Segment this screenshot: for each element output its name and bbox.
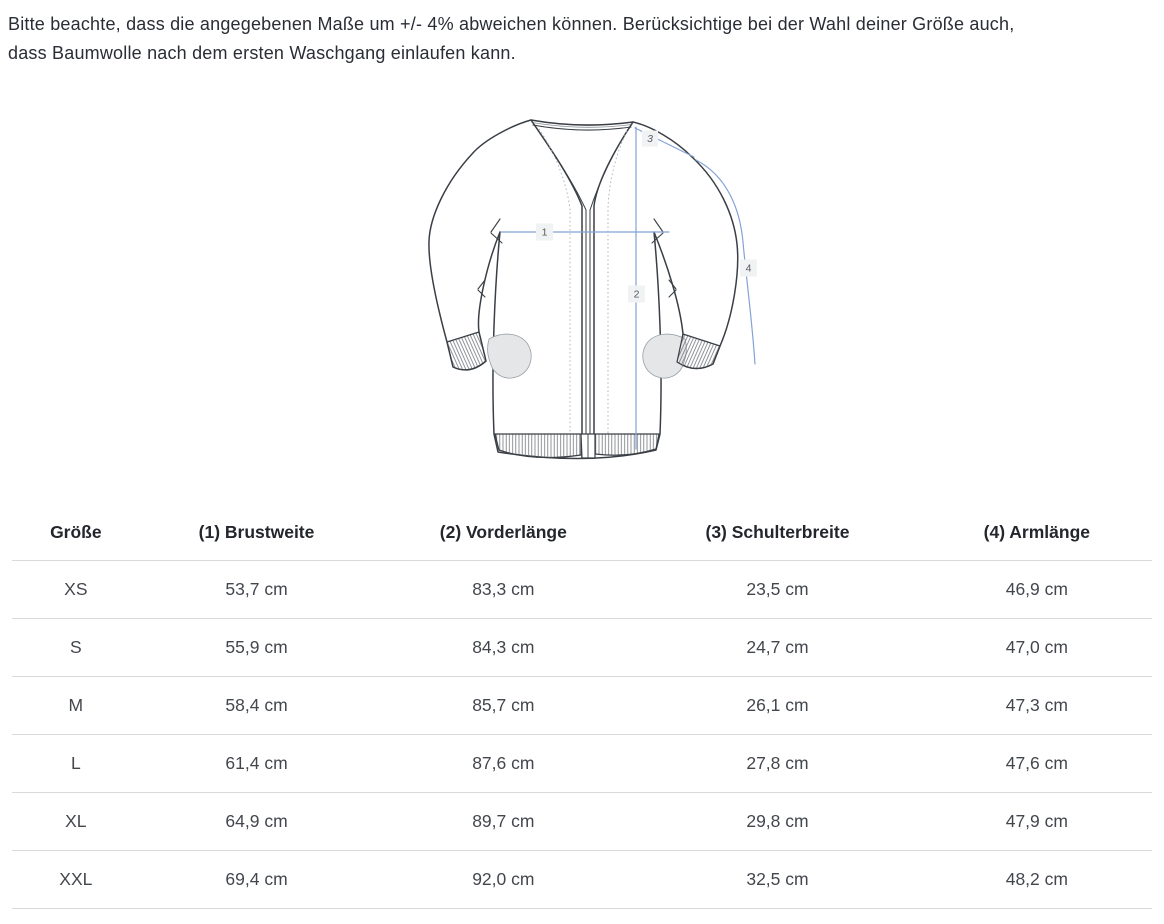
size-cell: S <box>69 637 82 657</box>
value-cell: 92,0 cm <box>472 869 535 889</box>
garment-outline <box>429 120 738 459</box>
value-cell: 84,3 cm <box>472 637 535 657</box>
value-cell: 69,4 cm <box>225 869 288 889</box>
value-cell: 46,9 cm <box>1005 579 1068 599</box>
table-header-row <box>12 510 1152 561</box>
size-note <box>8 10 1156 68</box>
column-header-schulterbreite: (3) Schulterbreite <box>705 522 850 542</box>
table-row <box>12 851 1152 909</box>
garment-diagram <box>415 104 775 476</box>
value-cell: 58,4 cm <box>225 695 288 715</box>
size-table <box>12 510 1152 909</box>
column-header-vorderlaenge: (2) Vorderlänge <box>439 522 567 542</box>
value-cell: 85,7 cm <box>472 695 535 715</box>
size-note-line-2: dass Baumwolle nach dem ersten Waschgang einlaufen kann. <box>8 43 516 63</box>
value-cell: 32,5 cm <box>746 869 809 889</box>
cardigan-silhouette <box>429 120 738 459</box>
size-cell: L <box>70 753 81 773</box>
value-cell: 47,0 cm <box>1005 637 1068 657</box>
table-row <box>12 677 1152 735</box>
column-header-armlaenge: (4) Armlänge <box>983 522 1090 542</box>
value-cell: 47,3 cm <box>1005 695 1068 715</box>
value-cell: 53,7 cm <box>225 579 288 599</box>
marker-label-4: 4 <box>745 262 752 275</box>
value-cell: 64,9 cm <box>225 811 288 831</box>
value-cell: 29,8 cm <box>746 811 809 831</box>
table-row <box>12 561 1152 619</box>
value-cell: 47,9 cm <box>1005 811 1068 831</box>
column-header-brustweite: (1) Brustweite <box>198 522 315 542</box>
size-note-line-1: Bitte beachte, dass die angegebenen Maße um +/- 4% abweichen können. Berücksichtige bei der Wahl deiner Größe auch, <box>8 14 1015 34</box>
size-cell: XS <box>64 579 88 599</box>
value-cell: 55,9 cm <box>225 637 288 657</box>
value-cell: 27,8 cm <box>746 753 809 773</box>
column-header-groesse: Größe <box>50 522 102 542</box>
value-cell: 24,7 cm <box>746 637 809 657</box>
value-cell: 26,1 cm <box>746 695 809 715</box>
size-cell: XXL <box>59 869 93 889</box>
size-cell: XL <box>65 811 87 831</box>
value-cell: 83,3 cm <box>472 579 535 599</box>
table-row <box>12 735 1152 793</box>
marker-label-2: 2 <box>633 288 640 301</box>
value-cell: 48,2 cm <box>1005 869 1068 889</box>
value-cell: 89,7 cm <box>472 811 535 831</box>
value-cell: 87,6 cm <box>472 753 535 773</box>
table-row <box>12 793 1152 851</box>
value-cell: 23,5 cm <box>746 579 809 599</box>
value-cell: 61,4 cm <box>225 753 288 773</box>
size-cell: M <box>68 695 84 715</box>
marker-label-1: 1 <box>541 226 548 239</box>
table-row <box>12 619 1152 677</box>
marker-label-3: 3 <box>647 133 653 145</box>
value-cell: 47,6 cm <box>1005 753 1068 773</box>
